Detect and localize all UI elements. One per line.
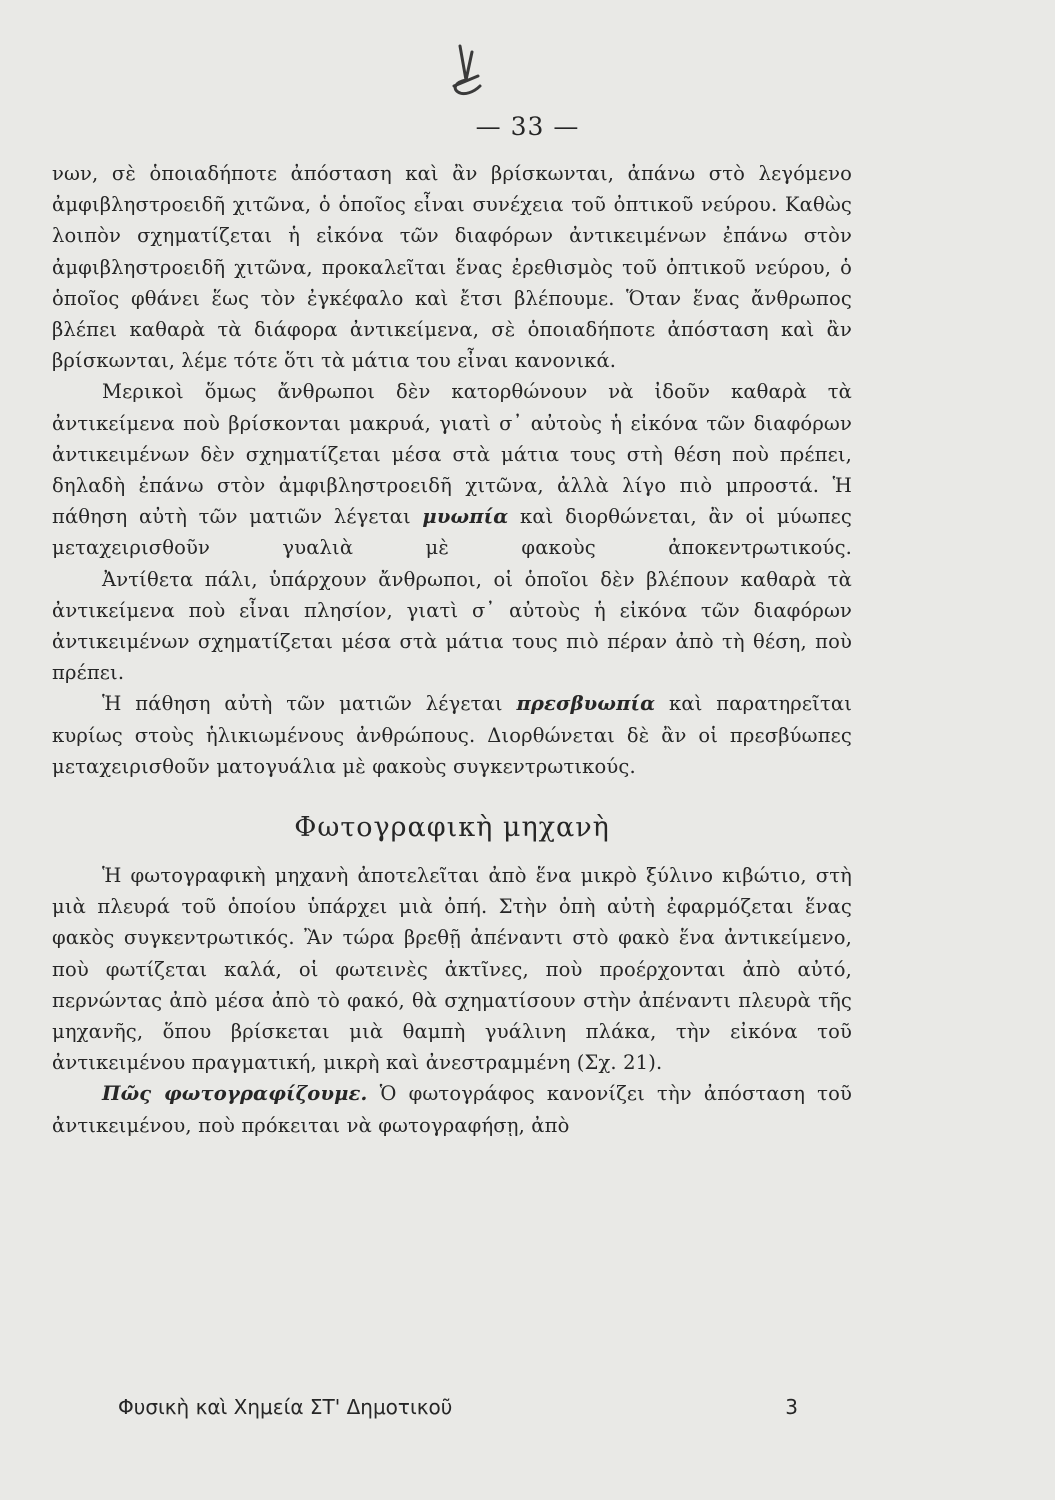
paragraph-presbyopia-term	[52, 688, 852, 782]
footer-book-title: Φυσικὴ καὶ Χημεία ΣΤ' Δημοτικοῦ	[118, 1395, 453, 1419]
footer-signature: 3	[785, 1395, 798, 1419]
ink-mark-icon	[446, 42, 486, 98]
presbyopia-text-after: καὶ παρατηρεῖται κυρίως στοὺς ἡλικιωμένους ἀνθρώπους. Διορθώνεται δὲ ἂν οἱ πρεσβύωπες μεταχειρισθοῦν ματογυάλια μὲ φακοὺς συγκεντρωτικούς.	[52, 692, 852, 778]
paragraph-myopia	[52, 376, 852, 563]
page-number: — 33 —	[475, 112, 580, 141]
presbyopia-text-before: Ἡ πάθηση αὐτὴ τῶν ματιῶν λέγεται	[102, 692, 503, 716]
page-body	[52, 158, 852, 1141]
myopia-text-after: καὶ διορθώνεται, ἂν οἱ μύωπες μεταχειρισθοῦν γυαλιὰ μὲ φακοὺς ἀποκεντρωτικούς.	[52, 505, 852, 560]
how-to-photograph-lead: Πῶς φωτογραφίζουμε.	[102, 1082, 368, 1106]
how-to-photograph-text: Ὁ φωτογράφος κανονίζει τὴν ἀπόσταση τοῦ ἀντικειμένου, ποὺ πρόκειται νὰ φωτογραφήσῃ, ἀπὸ	[52, 1082, 852, 1137]
term-presbyopia: πρεσβυωπία	[516, 692, 656, 716]
section-title: Φωτογραφικὴ μηχανὴ	[294, 812, 610, 844]
paragraph-eye-vision: νων, σὲ ὁποιαδήποτε ἀπόσταση καὶ ἂν βρίσκωνται, ἀπάνω στὸ λεγόμενο ἀμφιβληστροειδῆ χιτῶνα, ὁ ὁποῖος εἶναι συνέχεια τοῦ ὀπτικοῦ νεύρου. Καθὼς λοιπὸν σχηματίζεται ἡ εἰκόνα τῶν διαφόρων ἀντικειμένων ἐπάνω στὸν ἀμφιβληστροειδῆ χιτῶνα, προκαλεῖται ἕνας ἐρεθισμὸς τοῦ ὀπτικοῦ νεύρου, ὁ ὁποῖος φθάνει ἕως τὸν ἐγκέφαλο καὶ ἔτσι βλέπουμε. Ὅταν ἕνας ἄνθρωπος βλέπει καθαρὰ τὰ διάφορα ἀντικείμενα, σὲ ὁποιαδήποτε ἀπόσταση καὶ ἂν βρίσκωνται, λέμε τότε ὅτι τὰ μάτια του εἶναι κανονικά.	[52, 162, 852, 373]
term-myopia: μυωπία	[422, 505, 509, 529]
myopia-text-before: Μερικοὶ ὅμως ἄνθρωποι δὲν κατορθώνουν νὰ ἰδοῦν καθαρὰ τὰ ἀντικείμενα ποὺ βρίσκονται μακρυά, γιατὶ σ᾽ αὐτοὺς ἡ εἰκόνα τῶν διαφόρων ἀντικειμένων δὲν σχηματίζεται μέσα στὰ μάτια τους στὴ θέση ποὺ πρέπει, δηλαδὴ ἐπάνω στὸν ἀμφιβληστροειδῆ χιτῶνα, ἀλλὰ λίγο πιὸ μπροστά. Ἡ πάθηση αὐτὴ τῶν ματιῶν λέγεται	[52, 380, 852, 529]
paragraph-presbyopia: Ἀντίθετα πάλι, ὑπάρχουν ἄνθρωποι, οἱ ὁποῖοι δὲν βλέπουν καθαρὰ τὰ ἀντικείμενα ποὺ εἶναι πλησίον, γιατὶ σ᾽ αὐτοὺς ἡ εἰκόνα τῶν διαφόρων ἀντικειμένων σχηματίζεται μέσα στὰ μάτια τους πιὸ πέραν ἀπὸ τὴ θέση, ποὺ πρέπει.	[52, 567, 852, 685]
page-footer	[118, 1395, 798, 1419]
paragraph-camera: Ἡ φωτογραφικὴ μηχανὴ ἀποτελεῖται ἀπὸ ἕνα μικρὸ ξύλινο κιβώτιο, στὴ μιὰ πλευρά τοῦ ὁποίου ὑπάρχει μιὰ ὀπή. Στὴν ὀπὴ αὐτὴ ἐφαρμόζεται ἕνας φακὸς συγκεντρωτικός. Ἂν τώρα βρεθῇ ἀπέναντι στὸ φακὸ ἕνα ἀντικείμενο, ποὺ φωτίζεται καλά, οἱ φωτεινὲς ἀκτῖνες, ποὺ προέρχονται ἀπὸ αὐτό, περνώντας ἀπὸ μέσα ἀπὸ τὸ φακό, θὰ σχηματίσουν στὴν ἀπέναντι πλευρὰ τῆς μηχανῆς, ὅπου βρίσκεται μιὰ θαμπὴ γυάλινη πλάκα, τὴν εἰκόνα τοῦ ἀντικειμένου πραγματική, μικρὴ καὶ ἀνεστραμμένη (Σχ. 21).	[52, 864, 852, 1075]
paragraph-how-to-photograph	[52, 1078, 852, 1140]
